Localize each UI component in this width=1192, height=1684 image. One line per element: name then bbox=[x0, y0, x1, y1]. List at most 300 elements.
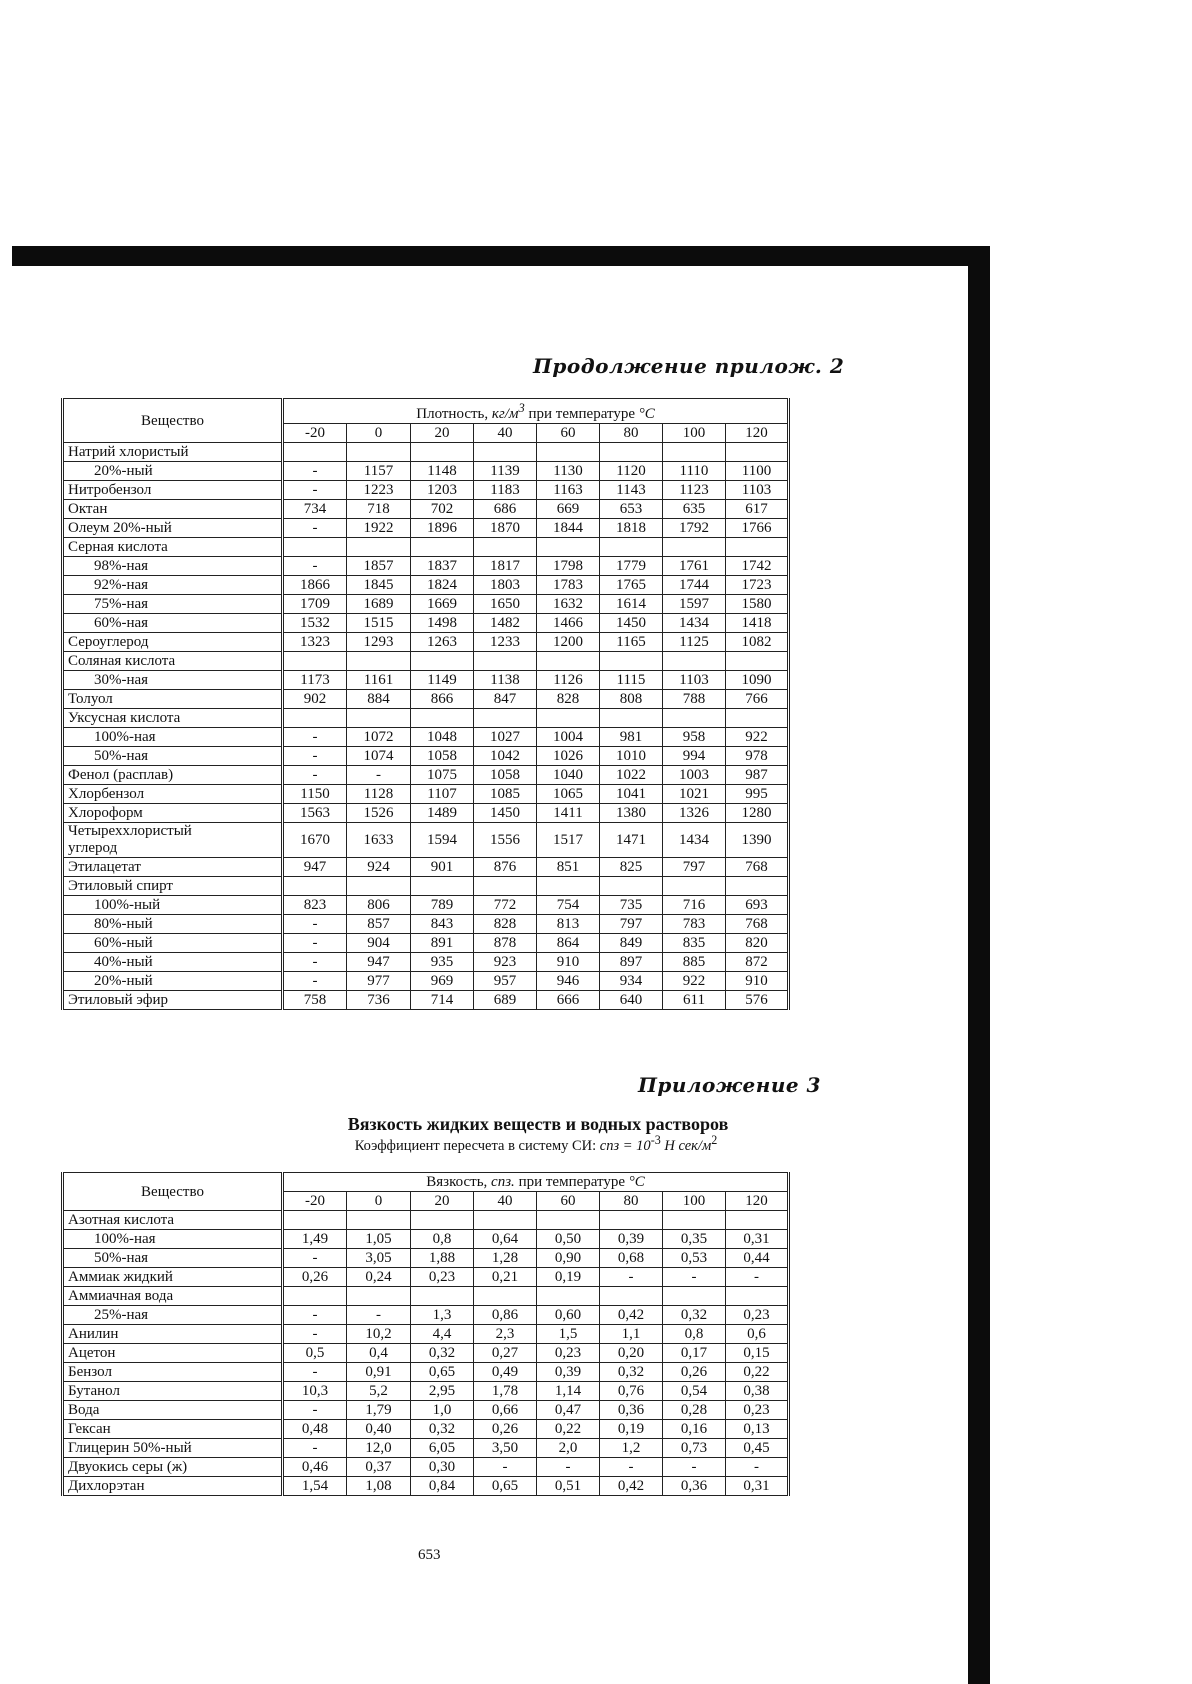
value-cell: 1434 bbox=[663, 823, 726, 858]
value-cell: - bbox=[283, 519, 347, 538]
substance-name: Двуокись серы (ж) bbox=[63, 1458, 283, 1477]
value-cell: 1650 bbox=[474, 595, 537, 614]
value-cell: 1233 bbox=[474, 633, 537, 652]
value-cell: - bbox=[283, 1306, 347, 1325]
value-cell: 768 bbox=[726, 915, 789, 934]
value-cell: 686 bbox=[474, 500, 537, 519]
value-cell: 1517 bbox=[537, 823, 600, 858]
value-cell: 1138 bbox=[474, 671, 537, 690]
value-cell: 1026 bbox=[537, 747, 600, 766]
value-cell bbox=[600, 877, 663, 896]
value-cell bbox=[537, 709, 600, 728]
value-cell bbox=[411, 443, 474, 462]
value-cell: 0,21 bbox=[474, 1268, 537, 1287]
value-cell bbox=[663, 443, 726, 462]
value-cell: 0,84 bbox=[411, 1477, 474, 1496]
table-row bbox=[63, 728, 789, 747]
value-cell: 617 bbox=[726, 500, 789, 519]
value-cell: 10,2 bbox=[347, 1325, 411, 1344]
value-cell: 1817 bbox=[474, 557, 537, 576]
value-cell: 884 bbox=[347, 690, 411, 709]
value-cell: 0,37 bbox=[347, 1458, 411, 1477]
value-cell: 611 bbox=[663, 991, 726, 1010]
value-cell: - bbox=[283, 953, 347, 972]
density-header-mid: при температуре bbox=[528, 406, 635, 422]
value-cell: 876 bbox=[474, 858, 537, 877]
value-cell: 1597 bbox=[663, 595, 726, 614]
table-row bbox=[63, 614, 789, 633]
value-cell: 10,3 bbox=[283, 1382, 347, 1401]
table-row bbox=[63, 1477, 789, 1496]
value-cell: 1,2 bbox=[600, 1439, 663, 1458]
value-cell bbox=[474, 877, 537, 896]
value-cell: 0,65 bbox=[411, 1363, 474, 1382]
value-cell: 1048 bbox=[411, 728, 474, 747]
value-cell: 772 bbox=[474, 896, 537, 915]
temp-header-cell: 20 bbox=[411, 1192, 474, 1211]
value-cell: 1223 bbox=[347, 481, 411, 500]
value-cell: - bbox=[283, 972, 347, 991]
substance-name: Натрий хлористый bbox=[63, 443, 283, 462]
value-cell: 0,13 bbox=[726, 1420, 789, 1439]
value-cell bbox=[726, 652, 789, 671]
substance-name: Хлорбензол bbox=[63, 785, 283, 804]
table-row bbox=[63, 1287, 789, 1306]
table-row bbox=[63, 896, 789, 915]
value-cell: 1,78 bbox=[474, 1382, 537, 1401]
table-row bbox=[63, 877, 789, 896]
value-cell: 0,20 bbox=[600, 1344, 663, 1363]
temp-header-cell: -20 bbox=[283, 1192, 347, 1211]
value-cell: 0,91 bbox=[347, 1363, 411, 1382]
value-cell: 1390 bbox=[726, 823, 789, 858]
substance-name: Нитробензол bbox=[63, 481, 283, 500]
viscosity-sub-formula: спз = 10 bbox=[599, 1137, 651, 1154]
value-cell: 6,05 bbox=[411, 1439, 474, 1458]
temp-header-cell: 0 bbox=[347, 424, 411, 443]
substance-name: 60%-ная bbox=[63, 614, 283, 633]
value-cell bbox=[474, 1287, 537, 1306]
table-row bbox=[63, 709, 789, 728]
value-cell bbox=[600, 709, 663, 728]
table-row bbox=[63, 519, 789, 538]
substance-name: 100%-ная bbox=[63, 728, 283, 747]
value-cell: 1779 bbox=[600, 557, 663, 576]
value-cell: 864 bbox=[537, 934, 600, 953]
value-cell: 835 bbox=[663, 934, 726, 953]
value-cell: 1818 bbox=[600, 519, 663, 538]
value-cell: 947 bbox=[283, 858, 347, 877]
value-cell: 1072 bbox=[347, 728, 411, 747]
temp-header-cell: 40 bbox=[474, 1192, 537, 1211]
value-cell: - bbox=[283, 462, 347, 481]
value-cell: - bbox=[537, 1458, 600, 1477]
value-cell: 797 bbox=[600, 915, 663, 934]
value-cell: 1482 bbox=[474, 614, 537, 633]
table-row bbox=[63, 991, 789, 1010]
value-cell: 843 bbox=[411, 915, 474, 934]
value-cell: 1857 bbox=[347, 557, 411, 576]
value-cell bbox=[347, 652, 411, 671]
temp-header-cell: 60 bbox=[537, 424, 600, 443]
value-cell: 1110 bbox=[663, 462, 726, 481]
value-cell: 0,35 bbox=[663, 1230, 726, 1249]
table-row bbox=[63, 915, 789, 934]
table-row bbox=[63, 1401, 789, 1420]
table-row bbox=[63, 1306, 789, 1325]
value-cell: 1632 bbox=[537, 595, 600, 614]
value-cell: 902 bbox=[283, 690, 347, 709]
value-cell bbox=[663, 652, 726, 671]
value-cell: 734 bbox=[283, 500, 347, 519]
substance-name: 80%-ный bbox=[63, 915, 283, 934]
value-cell: 828 bbox=[537, 690, 600, 709]
value-cell: 0,64 bbox=[474, 1230, 537, 1249]
density-header-temp-unit: °C bbox=[638, 406, 655, 422]
value-cell: 847 bbox=[474, 690, 537, 709]
substance-name: Бутанол bbox=[63, 1382, 283, 1401]
value-cell: 0,31 bbox=[726, 1230, 789, 1249]
value-cell: 1450 bbox=[600, 614, 663, 633]
density-header-prefix: Плотность, bbox=[416, 406, 489, 422]
value-cell: 1139 bbox=[474, 462, 537, 481]
value-cell bbox=[726, 1287, 789, 1306]
value-cell: 1163 bbox=[537, 481, 600, 500]
density-header-unit-sup: 3 bbox=[518, 401, 525, 415]
value-cell bbox=[537, 538, 600, 557]
value-cell: 0,36 bbox=[600, 1401, 663, 1420]
value-cell: 0,49 bbox=[474, 1363, 537, 1382]
value-cell: - bbox=[474, 1458, 537, 1477]
substance-name: Бензол bbox=[63, 1363, 283, 1382]
value-cell: 736 bbox=[347, 991, 411, 1010]
substance-name: Аммиак жидкий bbox=[63, 1268, 283, 1287]
value-cell: 0,23 bbox=[411, 1268, 474, 1287]
value-cell bbox=[283, 877, 347, 896]
table-row bbox=[63, 690, 789, 709]
value-cell: 4,4 bbox=[411, 1325, 474, 1344]
value-cell: 1058 bbox=[411, 747, 474, 766]
value-cell: 1074 bbox=[347, 747, 411, 766]
value-cell: - bbox=[283, 557, 347, 576]
table-row bbox=[63, 481, 789, 500]
density-group-header bbox=[283, 399, 789, 424]
value-cell: - bbox=[283, 766, 347, 785]
value-cell bbox=[663, 1287, 726, 1306]
value-cell: 0,17 bbox=[663, 1344, 726, 1363]
value-cell bbox=[726, 709, 789, 728]
substance-name bbox=[63, 823, 283, 858]
value-cell: 1,49 bbox=[283, 1230, 347, 1249]
viscosity-header-mid: при температуре bbox=[518, 1174, 626, 1190]
temp-header-cell: 100 bbox=[663, 1192, 726, 1211]
value-cell bbox=[663, 877, 726, 896]
value-cell: 0,39 bbox=[600, 1230, 663, 1249]
viscosity-sub-unit-sup: 2 bbox=[711, 1133, 718, 1147]
value-cell: 0,32 bbox=[663, 1306, 726, 1325]
value-cell: - bbox=[726, 1458, 789, 1477]
value-cell: 1326 bbox=[663, 804, 726, 823]
value-cell bbox=[411, 1211, 474, 1230]
table-row bbox=[63, 1458, 789, 1477]
value-cell bbox=[474, 538, 537, 557]
value-cell bbox=[474, 1211, 537, 1230]
value-cell: 0,73 bbox=[663, 1439, 726, 1458]
value-cell bbox=[537, 443, 600, 462]
value-cell: - bbox=[283, 1249, 347, 1268]
value-cell: 0,47 bbox=[537, 1401, 600, 1420]
value-cell: 1723 bbox=[726, 576, 789, 595]
value-cell: 910 bbox=[537, 953, 600, 972]
temp-header-cell: 120 bbox=[726, 424, 789, 443]
value-cell: 1203 bbox=[411, 481, 474, 500]
value-cell: 1765 bbox=[600, 576, 663, 595]
table-row bbox=[63, 804, 789, 823]
value-cell: 1896 bbox=[411, 519, 474, 538]
value-cell: 901 bbox=[411, 858, 474, 877]
value-cell: 0,48 bbox=[283, 1420, 347, 1439]
substance-name-line2: углерод bbox=[68, 840, 118, 856]
value-cell: 0,86 bbox=[474, 1306, 537, 1325]
value-cell: 1280 bbox=[726, 804, 789, 823]
value-cell: 2,3 bbox=[474, 1325, 537, 1344]
value-cell: 0,4 bbox=[347, 1344, 411, 1363]
value-cell: 0,15 bbox=[726, 1344, 789, 1363]
substance-name: Хлороформ bbox=[63, 804, 283, 823]
value-cell: 1323 bbox=[283, 633, 347, 652]
value-cell: 1,1 bbox=[600, 1325, 663, 1344]
value-cell bbox=[537, 652, 600, 671]
value-cell: 851 bbox=[537, 858, 600, 877]
value-cell: 3,05 bbox=[347, 1249, 411, 1268]
value-cell: 904 bbox=[347, 934, 411, 953]
value-cell: 0,50 bbox=[537, 1230, 600, 1249]
value-cell bbox=[474, 443, 537, 462]
value-cell: - bbox=[283, 1325, 347, 1344]
value-cell: - bbox=[347, 766, 411, 785]
substance-name: 40%-ный bbox=[63, 953, 283, 972]
value-cell: 1022 bbox=[600, 766, 663, 785]
value-cell: 0,90 bbox=[537, 1249, 600, 1268]
value-cell: 1489 bbox=[411, 804, 474, 823]
value-cell bbox=[411, 877, 474, 896]
value-cell: 1450 bbox=[474, 804, 537, 823]
value-cell: 1783 bbox=[537, 576, 600, 595]
value-cell: 922 bbox=[663, 972, 726, 991]
viscosity-header-temp-unit: °C bbox=[628, 1174, 645, 1190]
value-cell: 768 bbox=[726, 858, 789, 877]
value-cell: 783 bbox=[663, 915, 726, 934]
value-cell: 1075 bbox=[411, 766, 474, 785]
value-cell: - bbox=[283, 915, 347, 934]
value-cell: 1563 bbox=[283, 804, 347, 823]
value-cell: 1004 bbox=[537, 728, 600, 747]
substance-name: Октан bbox=[63, 500, 283, 519]
value-cell: 1418 bbox=[726, 614, 789, 633]
appendix3-header: Приложение 3 bbox=[638, 1073, 821, 1097]
col-header-substance: Вещество bbox=[63, 1173, 283, 1211]
value-cell: 0,42 bbox=[600, 1306, 663, 1325]
table-row bbox=[63, 747, 789, 766]
value-cell: 1,0 bbox=[411, 1401, 474, 1420]
substance-name: 60%-ный bbox=[63, 934, 283, 953]
table-row bbox=[63, 1363, 789, 1382]
value-cell bbox=[411, 1287, 474, 1306]
value-cell: 0,44 bbox=[726, 1249, 789, 1268]
value-cell: 1010 bbox=[600, 747, 663, 766]
value-cell bbox=[600, 1287, 663, 1306]
value-cell: 1845 bbox=[347, 576, 411, 595]
value-cell bbox=[600, 538, 663, 557]
substance-name: 30%-ная bbox=[63, 671, 283, 690]
scan-border-top bbox=[12, 246, 990, 266]
value-cell: 0,53 bbox=[663, 1249, 726, 1268]
value-cell: 1130 bbox=[537, 462, 600, 481]
value-cell bbox=[726, 538, 789, 557]
viscosity-header-unit: спз. bbox=[491, 1174, 515, 1190]
value-cell: 1669 bbox=[411, 595, 474, 614]
viscosity-sub-prefix: Коэффициент пересчета в систему СИ: bbox=[354, 1137, 597, 1154]
value-cell bbox=[347, 877, 411, 896]
value-cell: 0,23 bbox=[537, 1344, 600, 1363]
value-cell: - bbox=[600, 1458, 663, 1477]
value-cell: 1040 bbox=[537, 766, 600, 785]
value-cell bbox=[411, 652, 474, 671]
value-cell: 1380 bbox=[600, 804, 663, 823]
value-cell: 1,54 bbox=[283, 1477, 347, 1496]
value-cell: 0,40 bbox=[347, 1420, 411, 1439]
value-cell: 1792 bbox=[663, 519, 726, 538]
value-cell: 987 bbox=[726, 766, 789, 785]
value-cell: 1003 bbox=[663, 766, 726, 785]
temp-header-cell: 120 bbox=[726, 1192, 789, 1211]
value-cell: 1824 bbox=[411, 576, 474, 595]
value-cell: 1058 bbox=[474, 766, 537, 785]
temp-header-cell: 80 bbox=[600, 424, 663, 443]
value-cell: 0,22 bbox=[726, 1363, 789, 1382]
value-cell: 1150 bbox=[283, 785, 347, 804]
value-cell: 946 bbox=[537, 972, 600, 991]
value-cell: 1149 bbox=[411, 671, 474, 690]
substance-name: Этилацетат bbox=[63, 858, 283, 877]
value-cell: 758 bbox=[283, 991, 347, 1010]
value-cell: 923 bbox=[474, 953, 537, 972]
substance-name: Глицерин 50%-ный bbox=[63, 1439, 283, 1458]
value-cell bbox=[726, 1211, 789, 1230]
value-cell: 0,32 bbox=[600, 1363, 663, 1382]
viscosity-header-row bbox=[63, 1173, 789, 1192]
value-cell: 0,19 bbox=[600, 1420, 663, 1439]
table-row bbox=[63, 1211, 789, 1230]
value-cell: 1466 bbox=[537, 614, 600, 633]
value-cell bbox=[726, 877, 789, 896]
value-cell: 1689 bbox=[347, 595, 411, 614]
value-cell: 0,51 bbox=[537, 1477, 600, 1496]
value-cell: 1042 bbox=[474, 747, 537, 766]
value-cell: 1,5 bbox=[537, 1325, 600, 1344]
table-row bbox=[63, 972, 789, 991]
value-cell: 0,45 bbox=[726, 1439, 789, 1458]
value-cell: 576 bbox=[726, 991, 789, 1010]
value-cell: 1107 bbox=[411, 785, 474, 804]
value-cell bbox=[283, 1211, 347, 1230]
value-cell bbox=[411, 709, 474, 728]
value-cell: 0,26 bbox=[663, 1363, 726, 1382]
value-cell: 0,6 bbox=[726, 1325, 789, 1344]
value-cell: 910 bbox=[726, 972, 789, 991]
table-row bbox=[63, 595, 789, 614]
substance-name: Олеум 20%-ный bbox=[63, 519, 283, 538]
substance-name-line1: Четыреххлористый bbox=[68, 823, 192, 839]
value-cell: 825 bbox=[600, 858, 663, 877]
substance-name: Анилин bbox=[63, 1325, 283, 1344]
value-cell: 3,50 bbox=[474, 1439, 537, 1458]
value-cell: 820 bbox=[726, 934, 789, 953]
value-cell: 0,60 bbox=[537, 1306, 600, 1325]
value-cell bbox=[347, 443, 411, 462]
value-cell: 0,66 bbox=[474, 1401, 537, 1420]
value-cell: 849 bbox=[600, 934, 663, 953]
value-cell: 1498 bbox=[411, 614, 474, 633]
value-cell: 806 bbox=[347, 896, 411, 915]
value-cell: 813 bbox=[537, 915, 600, 934]
value-cell bbox=[537, 1287, 600, 1306]
viscosity-heading: Вязкость жидких веществ и водных растворов bbox=[347, 1114, 729, 1134]
value-cell: 716 bbox=[663, 896, 726, 915]
value-cell: 0,32 bbox=[411, 1344, 474, 1363]
substance-name: 20%-ный bbox=[63, 462, 283, 481]
value-cell: 978 bbox=[726, 747, 789, 766]
substance-name: 92%-ная bbox=[63, 576, 283, 595]
value-cell: 1082 bbox=[726, 633, 789, 652]
value-cell: 1594 bbox=[411, 823, 474, 858]
value-cell: 653 bbox=[600, 500, 663, 519]
value-cell: 1922 bbox=[347, 519, 411, 538]
value-cell: 0,65 bbox=[474, 1477, 537, 1496]
value-cell: 669 bbox=[537, 500, 600, 519]
value-cell: 0,16 bbox=[663, 1420, 726, 1439]
value-cell: 823 bbox=[283, 896, 347, 915]
value-cell: 1,3 bbox=[411, 1306, 474, 1325]
value-cell: 1532 bbox=[283, 614, 347, 633]
substance-name: Этиловый эфир bbox=[63, 991, 283, 1010]
value-cell: 897 bbox=[600, 953, 663, 972]
value-cell: 1866 bbox=[283, 576, 347, 595]
value-cell: 995 bbox=[726, 785, 789, 804]
table-row bbox=[63, 1230, 789, 1249]
table-row bbox=[63, 1382, 789, 1401]
value-cell: 1143 bbox=[600, 481, 663, 500]
value-cell: 828 bbox=[474, 915, 537, 934]
value-cell bbox=[663, 709, 726, 728]
value-cell: 1183 bbox=[474, 481, 537, 500]
value-cell: 1085 bbox=[474, 785, 537, 804]
value-cell: 1263 bbox=[411, 633, 474, 652]
temp-header-cell: 0 bbox=[347, 1192, 411, 1211]
value-cell bbox=[283, 443, 347, 462]
value-cell: 0,26 bbox=[283, 1268, 347, 1287]
value-cell: 0,54 bbox=[663, 1382, 726, 1401]
value-cell: 1580 bbox=[726, 595, 789, 614]
value-cell: - bbox=[600, 1268, 663, 1287]
value-cell: 702 bbox=[411, 500, 474, 519]
viscosity-subheading bbox=[0, 1133, 1132, 1155]
col-header-substance: Вещество bbox=[63, 399, 283, 443]
value-cell: 1161 bbox=[347, 671, 411, 690]
value-cell: - bbox=[283, 1363, 347, 1382]
value-cell: 922 bbox=[726, 728, 789, 747]
value-cell: 1633 bbox=[347, 823, 411, 858]
